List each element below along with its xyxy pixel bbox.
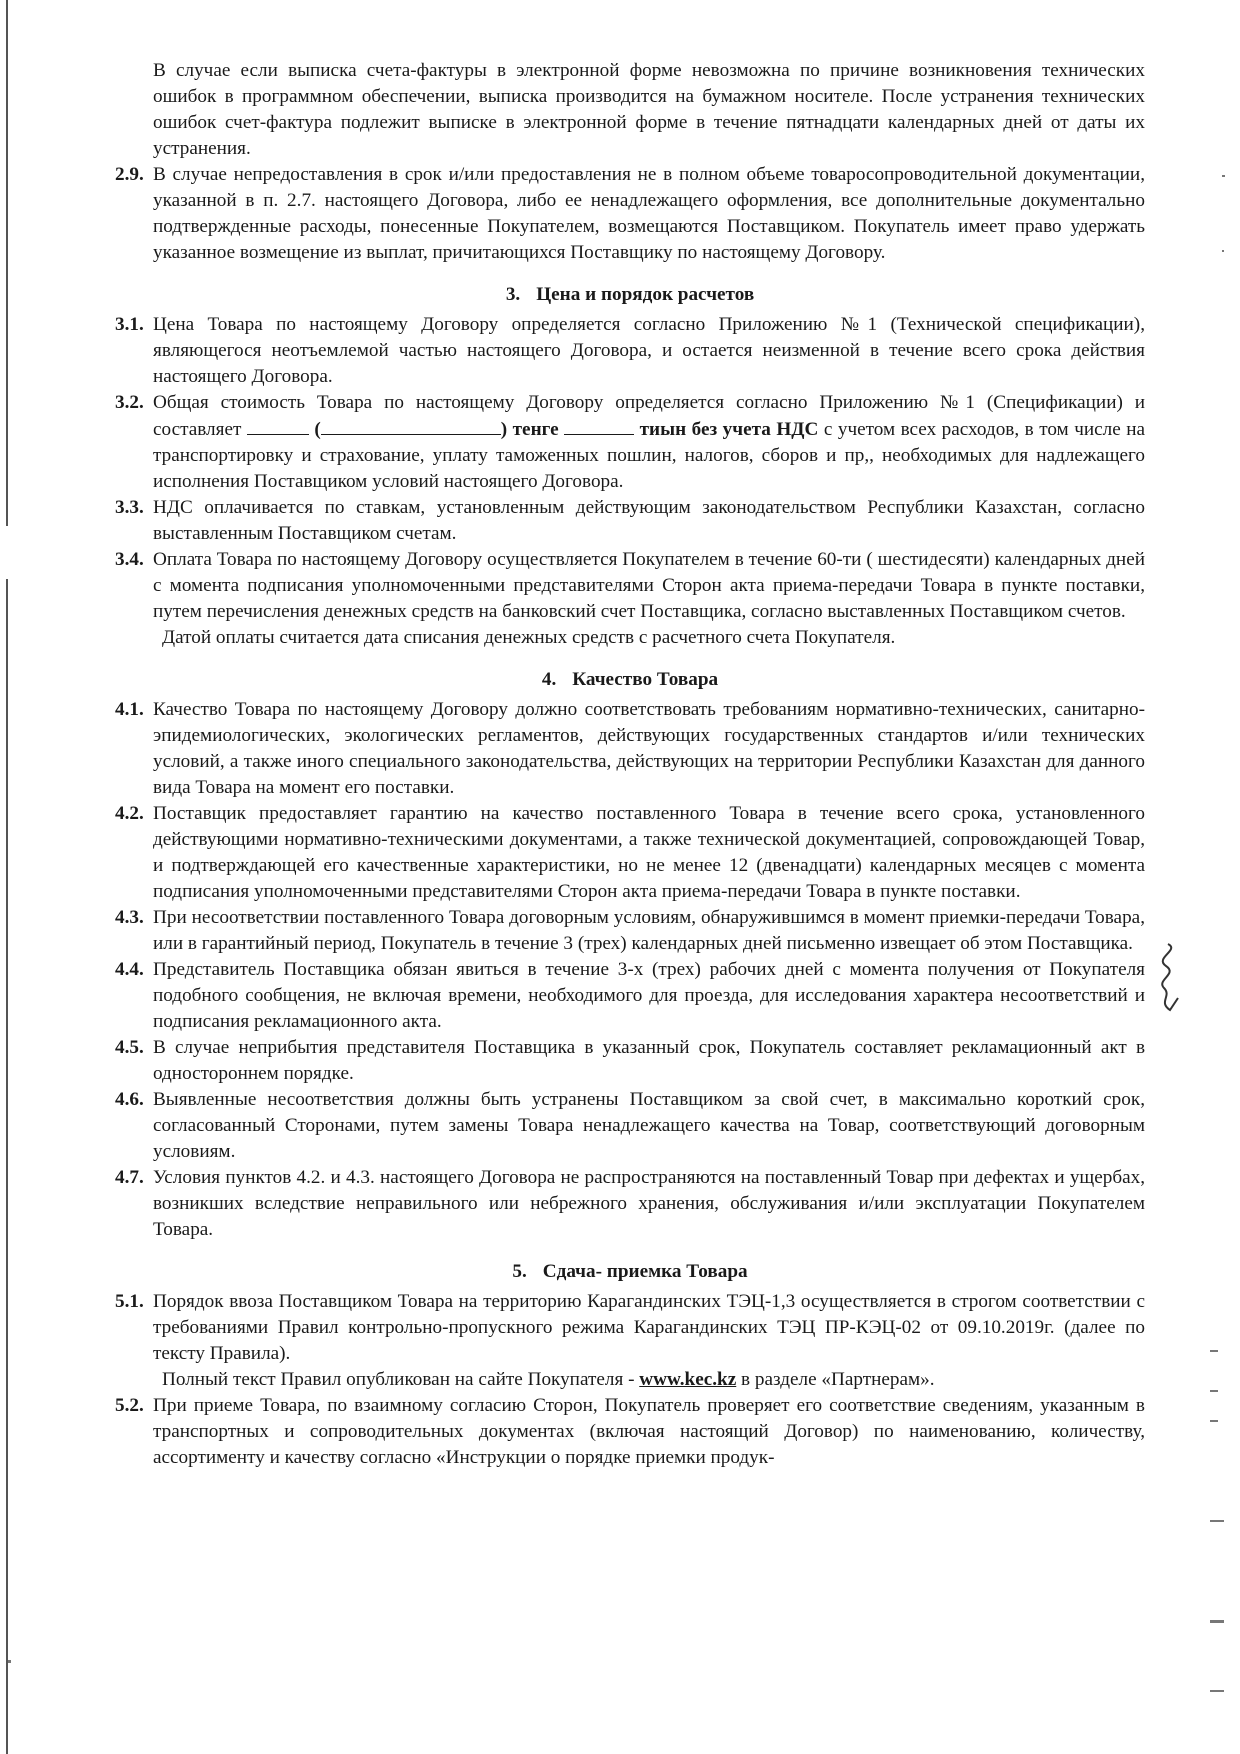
clause-number: 4.4. [115,959,144,980]
scan-speck [1210,1620,1224,1623]
clause-4-1 [115,697,1145,801]
scan-speck [1210,1350,1218,1352]
clause-text: При несоответствии поставленного Товара договорным условиям, обнаружившимся в момент приемки-передачи Товара, или в гарантийный период, Покупатель в течение 3 (трех) календарных дней письменно извещает об этом Поставщика. [153,907,1145,954]
clause-4-2 [115,801,1145,905]
clause-5-1 [115,1289,1145,1367]
clause-text: Порядок ввоза Поставщиком Товара на территорию Карагандинских ТЭЦ-1,3 осуществляется в строгом соответствии с требованиями Правил контрольно-пропускного режима Карагандинских ТЭЦ ПР-КЭЦ-02 от 09.10.2019г. (далее по тексту Правила). [153,1291,1145,1364]
clause-text [153,390,1145,495]
section-3-heading [115,282,1145,308]
clause-text: Выявленные несоответствия должны быть устранены Поставщиком за свой счет, в максимально короткий срок, согласованный Сторонами, путем замены Товара ненадлежащего качества на Товар, соответствующий договорным условиям. [153,1089,1145,1162]
tiyn-label: тиын без учета НДС [639,419,819,440]
section-4-heading [115,667,1145,693]
price-text-b: с учетом всех расходов, в том числе на транспортировку и страхование, уплату таможенных пошлин, налогов, сборов и пр,, необходимых для надлежащего исполнения Поставщиком условий настоящего Договора. [153,419,1145,492]
clause-4-3 [115,905,1145,957]
scan-edge [6,0,8,1754]
handwritten-margin-mark [1150,940,1190,1020]
clause-5-2 [115,1393,1145,1471]
clause-3-1 [115,312,1145,390]
section-5-heading [115,1259,1145,1285]
clause-number: 4.3. [115,907,144,928]
clause-number: 4.5. [115,1037,144,1058]
clause-2-9 [115,162,1145,266]
scan-speck [1222,250,1224,252]
clause-number: 3.1. [115,314,144,335]
clause-4-4 [115,957,1145,1035]
clause-number: 4.7. [115,1167,144,1188]
scan-speck [1210,1520,1224,1522]
amount-blank[interactable] [247,416,309,435]
tenge-label: ) тенге [500,419,559,440]
clause-text: Условия пунктов 4.2. и 4.3. настоящего Договора не распространяются на поставленный Товар при дефектах и ущербах, возникших вследствие неправильного или небрежного хранения, обслуживания и/или эксплуатации Покупателем Товара. [153,1167,1145,1240]
scan-speck [8,1660,11,1663]
rules-text-after: в разделе «Партнерам». [741,1369,935,1390]
clause-3-2 [115,390,1145,495]
section-title: Цена и порядок расчетов [536,284,755,305]
section-number: 5. [512,1261,527,1282]
clause-number: 4.6. [115,1089,144,1110]
clause-number: 4.1. [115,699,144,720]
rules-publication-note [115,1367,1145,1393]
scan-speck [1210,1390,1218,1392]
clause-3-4 [115,547,1145,625]
clause-text: При приеме Товара, по взаимному согласию Сторон, Покупатель проверяет его соответствие сведениям, указанным в транспортных и сопроводительных документах (включая настоящий Договор) по наименованию, количеству, ассортименту и качеству согласно «Инструкции о порядке приемки продук- [153,1395,1145,1468]
clause-number: 3.3. [115,497,144,518]
section-title: Качество Товара [572,669,719,690]
tiyn-blank[interactable] [564,416,634,435]
clause-text: Оплата Товара по настоящему Договору осуществляется Покупателем в течение 60-ти ( шестидесяти) календарных дней с момента подписания уполномоченными представителями Сторон акта приема-передачи Товара в пункте поставки, путем перечисления денежных средств на банковский счет Поставщика, согласно выставленных Поставщиком счетов. [153,549,1145,622]
section-number: 4. [541,669,557,690]
intro-paragraph: В случае если выписка счета-фактуры в электронной форме невозможна по причине возникновения технических ошибок в программном обеспечении, выписка производится на бумажном носителе. После устранения технических ошибок счет-фактура подлежит выписке в электронной форме в течение пятнадцати календарных дней от даты их устранения. [153,60,1145,159]
scan-speck [1222,175,1225,177]
contract-page [115,58,1145,1471]
clause-text: Цена Товара по настоящему Договору определяется согласно Приложению №1 (Технической спецификации), являющегося неотъемлемой частью настоящего Договора, и остается неизменной в течение всего срока действия настоящего Договора. [153,314,1145,387]
clause-text: НДС оплачивается по ставкам, установленным действующим законодательством Республики Казахстан, согласно выставленным Поставщиком счетам. [153,497,1145,544]
paren-open: ( [314,419,321,440]
clause-4-6 [115,1087,1145,1165]
clause-number: 5.2. [115,1395,144,1416]
rules-text-before: Полный текст Правил опубликован на сайте Покупателя - [162,1369,635,1390]
clause-number: 3.4. [115,549,144,570]
clause-number: 2.9. [115,164,144,185]
clause-4-5 [115,1035,1145,1087]
scan-speck [1210,1690,1224,1692]
clause-text: В случае неприбытия представителя Поставщика в указанный срок, Покупатель составляет рекламационный акт в одностороннем порядке. [153,1037,1145,1084]
clause-text: В случае непредоставления в срок и/или предоставления не в полном объеме товаросопроводительной документации, указанной в п. 2.7. настоящего Договора, либо ее ненадлежащего оформления, все дополнительные документально подтвержденные расходы, понесенные Покупателем, возмещаются Поставщиком. Покупатель имеет право удержать указанное возмещение из выплат, причитающихся Поставщику по настоящему Договору. [153,164,1145,263]
clause-number: 3.2. [115,392,144,413]
section-title: Сдача- приемка Товара [542,1261,748,1282]
clause-text: Поставщик предоставляет гарантию на качество поставленного Товара в течение всего срока, установленного действующими нормативно-техническими документами, а также технической документацией, сопровождающей Товар, и подтверждающей его качественные характеристики, но не менее 12 (двенадцати) календарных месяцев с момента подписания уполномоченными представителями Сторон акта приема-передачи Товара в пункте поставки. [153,803,1145,902]
payment-date-note: Датой оплаты считается дата списания денежных средств с расчетного счета Покупателя. [162,627,896,648]
amount-words-blank[interactable] [321,416,501,435]
clause-text: Представитель Поставщика обязан явиться в течение 3-х (трех) рабочих дней с момента получения от Покупателя подобного сообщения, не включая времени, необходимого для проезда, для исследования характера несоответствий и подписания рекламационного акта. [153,959,1145,1032]
clause-number: 5.1. [115,1291,144,1312]
website-link[interactable]: www.kec.kz [639,1369,737,1390]
clause-number: 4.2. [115,803,144,824]
section-number: 3. [505,284,521,305]
clause-4-7 [115,1165,1145,1243]
price-text-a: Общая стоимость Товара по настоящему Договору определяется согласно Приложению №1 (Спецификации) и составляет [153,392,1145,440]
clause-3-3 [115,495,1145,547]
clause-text: Качество Товара по настоящему Договору должно соответствовать требованиям нормативно-технических, санитарно-эпидемиологических, экологических регламентов, действующих государственных стандартов и/или технических условий, а также иного специального законодательства, действующих на территории Республики Казахстан для данного вида Товара на момент его поставки. [153,699,1145,798]
scan-speck [1210,1420,1218,1422]
